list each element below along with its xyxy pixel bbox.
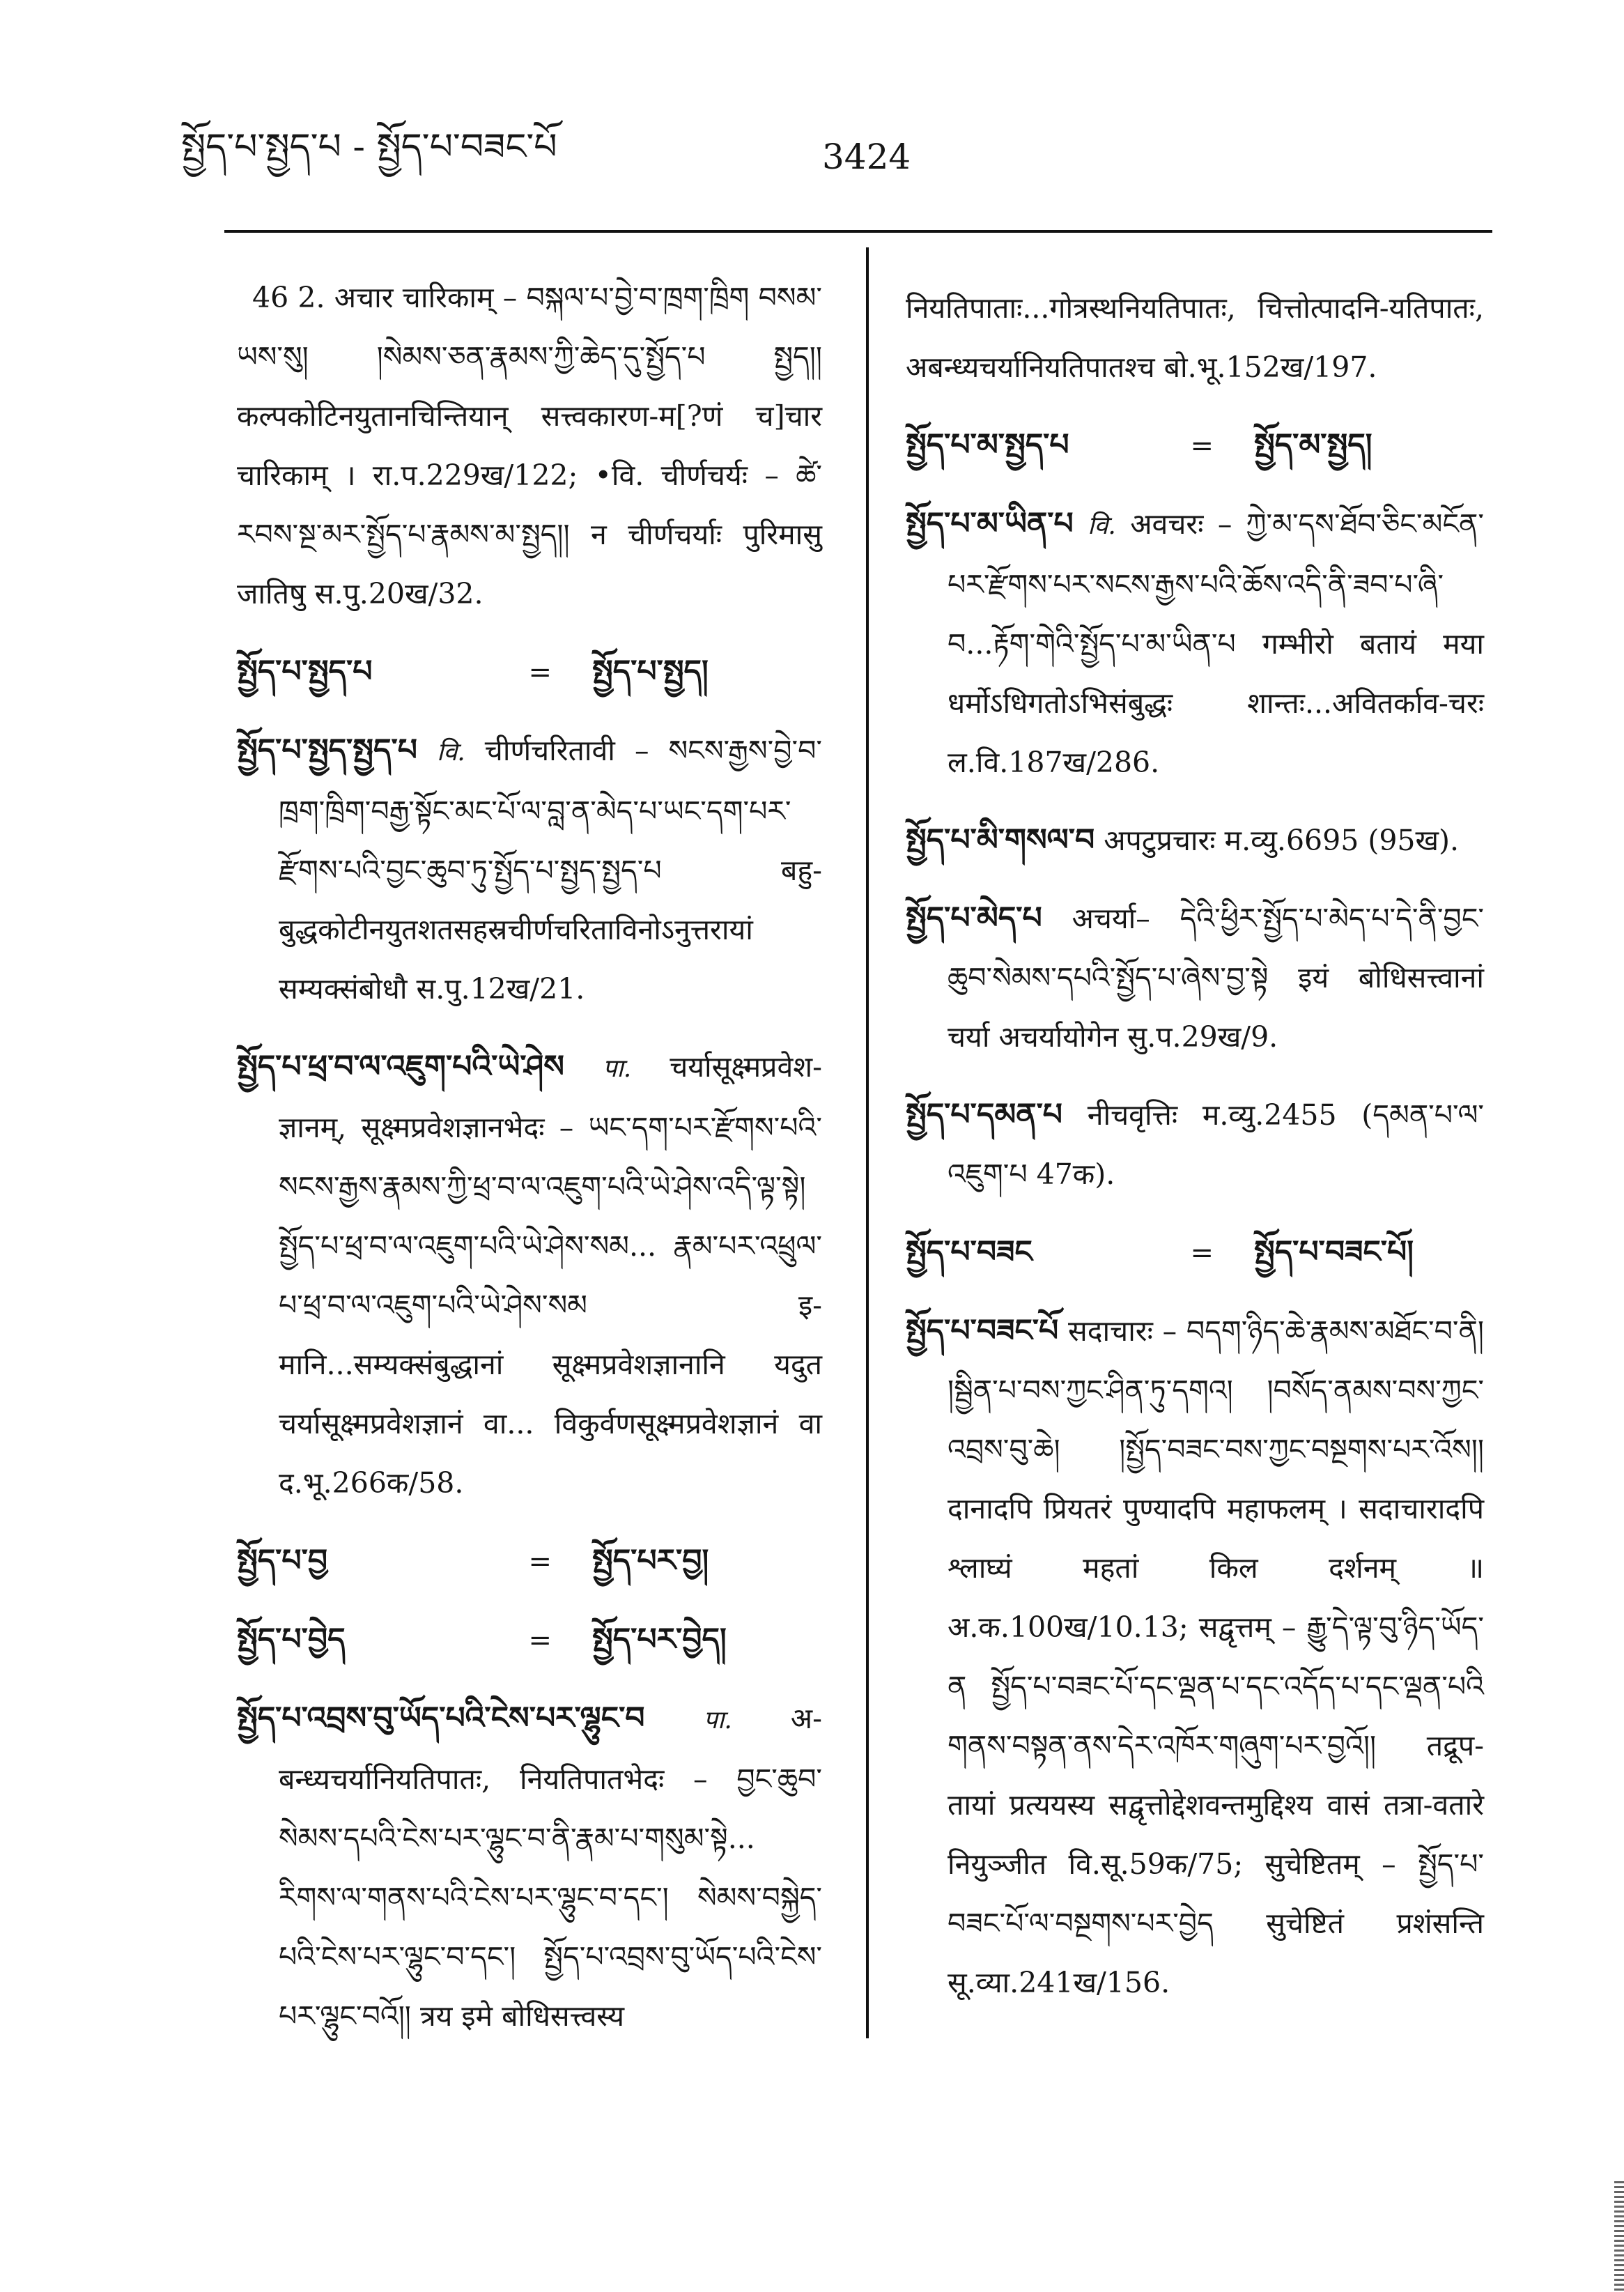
dictionary-entry xyxy=(906,1301,1484,2013)
grammar-label: वि. xyxy=(436,738,465,767)
reference-target: སྤྱོད་པ་སྤྱད། xyxy=(592,654,709,689)
dictionary-entry xyxy=(237,1037,822,1513)
equals-sign: = xyxy=(528,1546,552,1578)
headword: སྤྱོད་པ་བྱེད xyxy=(237,1622,346,1657)
equals-sign: = xyxy=(528,1624,552,1656)
headword: སྤྱོད་པ་བཟང་པོ xyxy=(906,1313,1059,1348)
headword: སྤྱོད་པ་ཕྲ་བ་ལ་འཇུག་པའི་ཡེ་ཤེས xyxy=(237,1049,564,1084)
dictionary-entry xyxy=(906,889,1484,1067)
definition-text: अपटुप्रचारः म.व्यु.6695 (95ख). xyxy=(1104,824,1460,857)
definition-text: नीचवृत्तिः म.व्यु.2455 (དམན་པ་ལ་འཇུག་པ 47क). xyxy=(948,1098,1484,1191)
left-column xyxy=(237,268,822,2064)
headword: སྤྱོད་པ་མི་གསལ་བ xyxy=(906,822,1095,858)
page-number: 3424 xyxy=(822,137,911,177)
continued-entry-text: नियतिपाताः...गोत्रस्थनियतिपातः, चित्तोत्पादनि-यतिपातः, अबन्ध्यचर्यानियतिपातश्च बो.भू.152ख/197. xyxy=(906,291,1484,384)
dictionary-entry xyxy=(906,1085,1484,1204)
cross-reference-entry xyxy=(906,415,1484,476)
headword: སྤྱོད་པ་སྤྱད་སྤྱད་པ xyxy=(237,732,417,768)
headword: སྤྱོད་པ་མེད་པ xyxy=(906,900,1042,936)
grammar-label: पा. xyxy=(602,1054,632,1083)
equals-sign: = xyxy=(1190,1237,1214,1269)
column-divider xyxy=(866,247,869,2038)
definition-text: अवचरः – ཀྱེ་མ་དས་ཐོབ་ཅིང་མངོན་པར་རྫོགས་པར་སངས་རྒྱས་པའི་ཆོས་འདི་ནི་ཟབ་པ་ཞི་བ...རྟོག་གེའི་སྤྱོད་པ་མ་ཡིན་པ गम्भीरो बतायं मया धर्मोऽधिगतोऽभिसंबुद्धः शान्तः...अवितर्काव-चरः ल.वि.187ख/286. xyxy=(948,507,1484,779)
grammar-label: वि. xyxy=(1088,512,1116,540)
equals-sign: = xyxy=(1190,430,1214,462)
headword: སྤྱོད་པ་སྤྱད་པ xyxy=(237,654,373,689)
headword: སྤྱོད་པ་བཟང xyxy=(906,1234,1033,1270)
cross-reference-entry xyxy=(237,1610,822,1670)
reference-target: སྤྱོད་པར་བྱེད། xyxy=(592,1622,727,1657)
headword: སྤྱོད་པ་བྱ xyxy=(237,1543,328,1578)
definition-text: चीर्णचरितावी – སངས་རྒྱས་བྱེ་བ་ཁྲག་ཁྲིག་བརྒྱ་སྟོང་མང་པོ་ལ་བླ་ན་མེད་པ་ཡང་དག་པར་རྫོགས་པའི་བྱང་ཆུབ་ཏུ་སྤྱོད་པ་སྤྱད་སྤྱད་པ बहु-बुद्धकोटीनयुतशतसहस्रचीर्णचरिताविनोऽनुत्तरायां सम्यक्संबोधौ स.पु.12ख/21. xyxy=(279,734,822,1006)
definition-text: सदाचारः – བདག་ཉིད་ཆེ་རྣམས་མཐོང་བ་ནི། །སྦྱིན་པ་བས་ཀྱང་ཤིན་ཏུ་དགའ། །བསོད་ནམས་བས་ཀྱང་འབྲས་བུ་ཆེ། །སྤྱོད་བཟང་བས་ཀྱང་བསྔགས་པར་འོས།། दानादपि प्रियतरं पुण्यादपि महाफलम् । सदाचारादपि श्लाघ्यं महतां किल दर्शनम् ॥ अ.क.100ख/10.13; सद्वृत्तम् – རྒྱུ་དེ་ལྟ་བུ་ཉིད་ཡོད་ན སྤྱོད་པ་བཟང་པོ་དང་ལྡན་པ་དང་འདོད་པ་དང་ལྡན་པའི གནས་བསྟན་ནས་དེར་འཁོར་གཞུག་པར་བྱའོ།། तद्रूप-तायां प्रत्ययस्य सद्वृत्तोद्देशवन्तमुद्दिश्य वासं तत्रा-वतारे नियुञ्जीत वि.सू.59क/75; सुचेष्टितम् – སྤྱོད་པ་བཟང་པོ་ལ་བསྔགས་པར་བྱེད सुचेष्टितं प्रशंसन्ति सू.व्या.241ख/156. xyxy=(948,1314,1484,1999)
reference-target: སྤྱོད་མ་སྤྱད། xyxy=(1254,427,1372,463)
reference-target: སྤྱོད་པ་བཟང་པོ། xyxy=(1254,1234,1414,1270)
right-column xyxy=(906,279,1484,2031)
dictionary-entry xyxy=(906,810,1484,870)
running-head: སྤྱོད་པ་སྤྱད་པ - སྤྱོད་པ་བཟང་པོ xyxy=(181,126,557,168)
definition-text: चर्यासूक्ष्मप्रवेश-ज्ञानम्, सूक्ष्मप्रवेशज्ञानभेदः – ཡང་དག་པར་རྫོགས་པའི་སངས་རྒྱས་རྣམས་ཀྱི་ཕྲ་བ་ལ་འཇུག་པའི་ཡེ་ཤེས་འདི་ལྟ་སྟེ། སྤྱོད་པ་ཕྲ་བ་ལ་འཇུག་པའི་ཡེ་ཤེས་སམ... རྣམ་པར་འཕྲུལ་པ་ཕྲ་བ་ལ་འཇུག་པའི་ཡེ་ཤེས་སམ इ-मानि...सम्यक्संबुद्धानां सूक्ष्मप्रवेशज्ञानानि यदुत चर्यासूक्ष्मप्रवेशज्ञानं वा... विकुर्वणसूक्ष्मप्रवेशज्ञानं वा द.भू.266क/58. xyxy=(279,1050,822,1500)
headword: སྤྱོད་པ་དམན་པ xyxy=(906,1097,1063,1132)
definition-text: अचर्या– དེའི་ཕྱིར་སྤྱོད་པ་མེད་པ་དེ་ནི་བྱང་ཆུབ་སེམས་དཔའི་སྤྱོད་པ་ཞེས་བྱ་སྟེ इयं बोधिसत्त्वानां चर्या अचर्यायोगेन सु.प.29ख/9. xyxy=(948,902,1484,1054)
headword: སྤྱོད་པ་མ་སྤྱད་པ xyxy=(906,427,1069,463)
cross-reference-entry xyxy=(237,642,822,702)
definition-text: अ-बन्ध्यचर्यानियतिपातः, नियतिपातभेदः – བྱང་ཆུབ་སེམས་དཔའི་ངེས་པར་ལྷུང་བ་ནི་རྣམ་པ་གསུམ་སྟེ... རིགས་ལ་གནས་པའི་ངེས་པར་ལྷུང་བ་དང་། སེམས་བསྐྱེད་པའི་ངེས་པར་ལྷུང་བ་དང་། སྤྱོད་པ་འབྲས་བུ་ཡོད་པའི་ངེས་པར་ལྷུང་བའོ།། त्रय इमे बोधिसत्त्वस्य xyxy=(279,1702,822,2033)
reference-target: སྤྱོད་པར་བྱ། xyxy=(592,1543,709,1578)
headword: སྤྱོད་པ་མ་ཡིན་པ xyxy=(906,506,1074,541)
cross-reference-entry xyxy=(906,1222,1484,1283)
dictionary-entry xyxy=(906,494,1484,792)
cross-reference-entry xyxy=(237,1531,822,1592)
headword: སྤྱོད་པ་འབྲས་བུ་ཡོད་པའི་ངེས་པར་ལྷུང་བ xyxy=(237,1700,645,1736)
continued-entry-text: 46 2. अचार चारिकाम् – བསྐལ་པ་བྱེ་བ་ཁྲག་ཁྲིག བསམ་ཡས་སུ། །སེམས་ཅན་རྣམས་ཀྱི་ཆེད་དུ་སྤྱོད་པ སྤྱད།། कल्पकोटिनयुतानचिन्तियान् सत्त्वकारण-म[?णं च]चार चारिकाम् । रा.प.229ख/122; •वि. चीर्णचर्यः – ཚེ་རབས་སྔ་མར་སྤྱོད་པ་རྣམས་མ་སྤྱད།། न चीर्णचर्याः पुरिमासु जातिषु स.पु.20ख/32. xyxy=(237,281,822,610)
dictionary-entry xyxy=(237,1689,822,2046)
equals-sign: = xyxy=(528,656,552,689)
header-rule xyxy=(224,230,1492,233)
dictionary-entry xyxy=(237,721,822,1019)
scan-edge-marks xyxy=(1614,2181,1624,2292)
grammar-label: पा. xyxy=(703,1706,732,1735)
